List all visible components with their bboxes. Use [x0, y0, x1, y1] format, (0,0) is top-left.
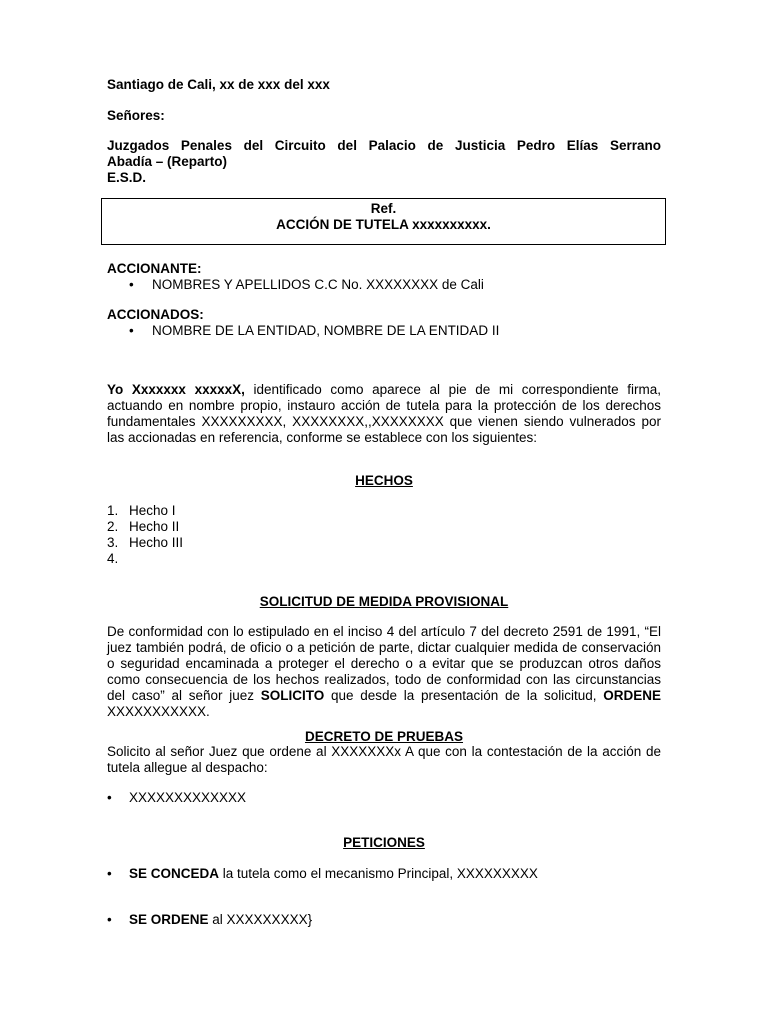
place-date: Santiago de Cali, xx de xxx del xxx	[107, 77, 330, 92]
esd-line: E.S.D.	[107, 170, 147, 185]
bullet-icon: •	[129, 323, 134, 338]
intro-text: identificado como aparece al pie de mi correspondiente firma, actuando en nombre propio, instauro acción de tutela para la protección de los derechos fundamentales XXXXXXXXX, XXXXXXXX,,XXXXXXXX que vienen siendo vulnerados por las accionadas en referencia, conforme se establece con los siguientes:	[107, 382, 662, 445]
accionante-item	[107, 277, 661, 293]
pruebas-item	[107, 790, 683, 806]
medida-heading: SOLICITUD DE MEDIDA PROVISIONAL	[259, 594, 509, 609]
court-line-2: Abadía – (Reparto)	[107, 154, 228, 169]
medida-ordene: ORDENE	[603, 688, 661, 703]
pruebas-item-text: XXXXXXXXXXXXX	[129, 790, 247, 805]
peticion-1-bold: SE CONCEDA	[129, 866, 220, 881]
bullet-icon: •	[107, 912, 112, 927]
peticiones-heading: PETICIONES	[343, 835, 425, 850]
accionante-section	[107, 261, 661, 293]
accionante-text: NOMBRES Y APELLIDOS C.C No. XXXXXXXX de Cali	[152, 277, 484, 292]
peticion-item-1	[107, 866, 683, 882]
pruebas-paragraph: Solicito al señor Juez que ordene al XXXXXXXx A que con la contestación de la acción de tutela allegue al despacho:	[107, 744, 661, 775]
accionados-section	[107, 307, 661, 339]
ref-title-rest: xxxxxxxxxx.	[408, 217, 491, 232]
bullet-icon: •	[107, 866, 112, 881]
list-item-text: Hecho II	[129, 519, 180, 534]
medida-text-1: De conformidad con lo estipulado en el inciso 4 del artículo 7 del decreto 2591 de 1991, “El juez también podrá, de oficio o a petición de parte, dictar cualquier medida de conservación o seguridad encaminada a proteger el derecho o a evitar que se produzcan otros daños como consecuencia de los hechos realizados, todo de conformidad con las circunstancias del caso” al señor juez	[107, 624, 661, 703]
peticion-1-text: la tutela como el mecanismo Principal, XXXXXXXXX	[219, 866, 538, 881]
list-item-number: 3.	[107, 535, 119, 550]
hechos-list	[107, 503, 661, 566]
hechos-heading: HECHOS	[355, 473, 413, 488]
peticion-2-bold: SE ORDENE	[129, 912, 209, 927]
ref-label: Ref.	[370, 201, 397, 216]
list-item	[107, 503, 661, 519]
accionante-label: ACCIONANTE:	[107, 261, 202, 276]
medida-solicito: SOLICITO	[260, 688, 325, 703]
medida-text-2: que desde la presentación de la solicitud,	[324, 688, 604, 703]
reference-box	[101, 198, 666, 245]
list-item-number: 4.	[107, 551, 119, 566]
peticion-2-text: al XXXXXXXXX}	[208, 912, 313, 927]
peticion-item-2	[107, 912, 683, 928]
accionados-label: ACCIONADOS:	[107, 307, 204, 322]
ref-title-bold: ACCIÓN DE TUTELA	[276, 217, 409, 232]
pruebas-heading: DECRETO DE PRUEBAS	[304, 729, 464, 744]
list-item-text: Hecho III	[129, 535, 184, 550]
list-item-text: Hecho I	[129, 503, 176, 518]
accionados-text: NOMBRE DE LA ENTIDAD, NOMBRE DE LA ENTIDAD II	[152, 323, 500, 338]
list-item	[107, 519, 661, 535]
medida-text-3: XXXXXXXXXXX.	[107, 704, 210, 719]
list-item-number: 2.	[107, 519, 119, 534]
intro-paragraph	[107, 382, 661, 446]
accionados-item	[107, 323, 661, 339]
list-item	[107, 535, 661, 551]
medida-paragraph	[107, 624, 661, 720]
salutation: Señores:	[107, 108, 165, 123]
court-address	[107, 138, 661, 186]
court-line-1: Juzgados Penales del Circuito del Palacio de Justicia Pedro Elías Serrano	[107, 138, 661, 153]
ref-title	[102, 217, 665, 233]
bullet-icon: •	[107, 790, 112, 805]
intro-name: Yo Xxxxxxx xxxxxX,	[107, 382, 245, 397]
list-item-number: 1.	[107, 503, 119, 518]
bullet-icon: •	[129, 277, 134, 292]
